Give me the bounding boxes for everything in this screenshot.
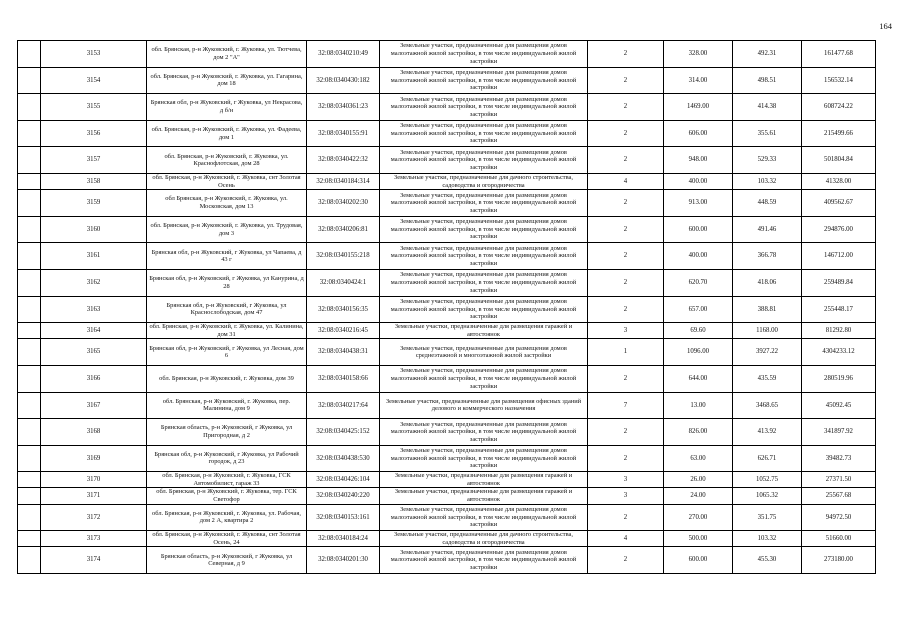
row-number-cell: 3173 — [41, 531, 147, 547]
specific-value-cell: 492.31 — [733, 41, 802, 68]
address-cell: обл. Брянская, р-н Жуковский, г. Жуковка, ГСК Автомобилист, гараж 33 — [147, 472, 307, 488]
row-number-cell: 3159 — [41, 190, 147, 217]
land-use-cell: Земельные участки, предназначенные для размещения домов малоэтажной жилой застройки, в том числе индивидуальной жилой застройки — [380, 120, 588, 147]
land-use-cell: Земельные участки, предназначенные для размещения гаражей и автостоянок — [380, 323, 588, 339]
specific-value-cell: 1052.75 — [733, 472, 802, 488]
table-row — [18, 547, 876, 574]
spacer-cell — [18, 323, 41, 339]
specific-value-cell: 529.33 — [733, 147, 802, 174]
cadastral-number-cell: 32:08:0340361:23 — [307, 94, 380, 121]
specific-value-cell: 414.38 — [733, 94, 802, 121]
address-cell: обл. Брянская, р-н Жуковский, г. Жуковка, снт Золотая Осень, 24 — [147, 531, 307, 547]
address-cell: обл. Брянская, р-н Жуковский, г. Жуковка, ул. Рабочая, дом 2 А, квартира 2 — [147, 504, 307, 531]
spacer-cell — [18, 547, 41, 574]
table-row — [18, 94, 876, 121]
cadastral-number-cell: 32:08:0340184:314 — [307, 173, 380, 189]
cadastral-value-cell: 81292.80 — [802, 323, 876, 339]
specific-value-cell: 3468.65 — [733, 392, 802, 419]
specific-value-cell: 1168.00 — [733, 323, 802, 339]
address-cell: обл. Брянская, р-н Жуковский, г. Жуковка, ул. Краснофлотская, дом 28 — [147, 147, 307, 174]
cadastral-value-cell: 215499.66 — [802, 120, 876, 147]
land-use-cell: Земельные участки, предназначенные для размещения домов малоэтажной жилой застройки, в том числе индивидуальной жилой застройки — [380, 94, 588, 121]
group-cell: 4 — [588, 173, 664, 189]
specific-value-cell: 351.75 — [733, 504, 802, 531]
address-cell: обл. Брянская, р-н Жуковский, г. Жуковка, ул. Фадеева, дом 1 — [147, 120, 307, 147]
land-use-cell: Земельные участки, предназначенные для размещения домов малоэтажной жилой застройки, в том числе индивидуальной жилой застройки — [380, 41, 588, 68]
area-cell: 26.00 — [664, 472, 733, 488]
group-cell: 2 — [588, 216, 664, 243]
row-number-cell: 3167 — [41, 392, 147, 419]
area-cell: 620.70 — [664, 269, 733, 296]
cadastral-value-cell: 27371.50 — [802, 472, 876, 488]
land-use-cell: Земельные участки, предназначенные для размещения домов малоэтажной жилой застройки, в том числе индивидуальной жилой застройки — [380, 547, 588, 574]
land-use-cell: Земельные участки, предназначенные для размещения домов среднеэтажной и многоэтажной жилой застройки — [380, 339, 588, 366]
row-number-cell: 3170 — [41, 472, 147, 488]
table-row — [18, 296, 876, 323]
land-use-cell: Земельные участки, предназначенные для размещения гаражей и автостоянок — [380, 472, 588, 488]
cadastral-value-cell: 280519.96 — [802, 365, 876, 392]
spacer-cell — [18, 365, 41, 392]
cadastral-value-cell: 4304233.12 — [802, 339, 876, 366]
land-use-cell: Земельные участки, предназначенные для дачного строительства, садоводства и огородничества — [380, 531, 588, 547]
row-number-cell: 3171 — [41, 488, 147, 504]
area-cell: 400.00 — [664, 243, 733, 270]
land-plots-table — [17, 40, 876, 574]
cadastral-number-cell: 32:08:0340156:35 — [307, 296, 380, 323]
address-cell: Брянская обл, р-н Жуковский, г Жуковка, ул Чапаева, д 43 г — [147, 243, 307, 270]
area-cell: 657.00 — [664, 296, 733, 323]
area-cell: 826.00 — [664, 419, 733, 446]
spacer-cell — [18, 41, 41, 68]
group-cell: 3 — [588, 323, 664, 339]
row-number-cell: 3154 — [41, 67, 147, 94]
area-cell: 948.00 — [664, 147, 733, 174]
land-use-cell: Земельные участки, предназначенные для размещения домов малоэтажной жилой застройки, в том числе индивидуальной жилой застройки — [380, 67, 588, 94]
address-cell: Брянская обл, р-н Жуковский, г Жуковка, ул Лесная, дом 6 — [147, 339, 307, 366]
table-row — [18, 504, 876, 531]
specific-value-cell: 103.32 — [733, 531, 802, 547]
cadastral-number-cell: 32:08:0340206:81 — [307, 216, 380, 243]
table-row — [18, 67, 876, 94]
row-number-cell: 3172 — [41, 504, 147, 531]
spacer-cell — [18, 190, 41, 217]
page-number: 164 — [879, 21, 892, 31]
spacer-cell — [18, 120, 41, 147]
cadastral-value-cell: 294876.00 — [802, 216, 876, 243]
cadastral-value-cell: 39482.73 — [802, 445, 876, 472]
land-use-cell: Земельные участки, предназначенные для размещения домов малоэтажной жилой застройки, в том числе индивидуальной жилой застройки — [380, 243, 588, 270]
table-row — [18, 339, 876, 366]
area-cell: 13.00 — [664, 392, 733, 419]
row-number-cell: 3166 — [41, 365, 147, 392]
area-cell: 600.00 — [664, 547, 733, 574]
row-number-cell: 3153 — [41, 41, 147, 68]
cadastral-number-cell: 32:08:0340438:31 — [307, 339, 380, 366]
address-cell: Брянская область, р-н Жуковский, г Жуковка, ул Пригородная, д 2 — [147, 419, 307, 446]
land-use-cell: Земельные участки, предназначенные для размещения домов малоэтажной жилой застройки, в том числе индивидуальной жилой застройки — [380, 445, 588, 472]
land-use-cell: Земельные участки, предназначенные для размещения домов малоэтажной жилой застройки, в том числе индивидуальной жилой застройки — [380, 296, 588, 323]
table-row — [18, 365, 876, 392]
row-number-cell: 3158 — [41, 173, 147, 189]
land-use-cell: Земельные участки, предназначенные для размещения офисных зданий делового и коммерческого назначения — [380, 392, 588, 419]
spacer-cell — [18, 67, 41, 94]
spacer-cell — [18, 269, 41, 296]
cadastral-number-cell: 32:08:0340155:91 — [307, 120, 380, 147]
row-number-cell: 3174 — [41, 547, 147, 574]
cadastral-value-cell: 41328.00 — [802, 173, 876, 189]
land-use-cell: Земельные участки, предназначенные для размещения гаражей и автостоянок — [380, 488, 588, 504]
row-number-cell: 3156 — [41, 120, 147, 147]
land-use-cell: Земельные участки, предназначенные для размещения домов малоэтажной жилой застройки, в том числе индивидуальной жилой застройки — [380, 365, 588, 392]
spacer-cell — [18, 339, 41, 366]
area-cell: 24.00 — [664, 488, 733, 504]
specific-value-cell: 418.06 — [733, 269, 802, 296]
specific-value-cell: 435.59 — [733, 365, 802, 392]
cadastral-value-cell: 146712.00 — [802, 243, 876, 270]
row-number-cell: 3168 — [41, 419, 147, 446]
table-row — [18, 419, 876, 446]
specific-value-cell: 448.59 — [733, 190, 802, 217]
table-row — [18, 269, 876, 296]
row-number-cell: 3162 — [41, 269, 147, 296]
table-row — [18, 243, 876, 270]
group-cell: 2 — [588, 67, 664, 94]
specific-value-cell: 1065.32 — [733, 488, 802, 504]
row-number-cell: 3169 — [41, 445, 147, 472]
cadastral-number-cell: 32:08:0340216:45 — [307, 323, 380, 339]
row-number-cell: 3163 — [41, 296, 147, 323]
specific-value-cell: 413.92 — [733, 419, 802, 446]
group-cell: 2 — [588, 94, 664, 121]
table-body — [18, 41, 876, 574]
address-cell: обл. Брянская, р-н Жуковский, г. Жуковка, дом 39 — [147, 365, 307, 392]
group-cell: 2 — [588, 365, 664, 392]
cadastral-value-cell: 45092.45 — [802, 392, 876, 419]
area-cell: 600.00 — [664, 216, 733, 243]
cadastral-number-cell: 32:08:0340153:161 — [307, 504, 380, 531]
specific-value-cell: 626.71 — [733, 445, 802, 472]
cadastral-number-cell: 32:08:0340210:49 — [307, 41, 380, 68]
area-cell: 328.00 — [664, 41, 733, 68]
table-row — [18, 190, 876, 217]
group-cell: 2 — [588, 147, 664, 174]
cadastral-value-cell: 94972.50 — [802, 504, 876, 531]
spacer-cell — [18, 392, 41, 419]
area-cell: 314.00 — [664, 67, 733, 94]
spacer-cell — [18, 147, 41, 174]
specific-value-cell: 388.81 — [733, 296, 802, 323]
spacer-cell — [18, 488, 41, 504]
group-cell: 2 — [588, 190, 664, 217]
area-cell: 69.60 — [664, 323, 733, 339]
area-cell: 644.00 — [664, 365, 733, 392]
group-cell: 7 — [588, 392, 664, 419]
row-number-cell: 3165 — [41, 339, 147, 366]
address-cell: обл. Брянская, р-н Жуковский, г. Жуковка, ул. Калинина, дом 31 — [147, 323, 307, 339]
spacer-cell — [18, 94, 41, 121]
row-number-cell: 3157 — [41, 147, 147, 174]
specific-value-cell: 498.51 — [733, 67, 802, 94]
address-cell: обл. Брянская, р-н Жуковский, г. Жуковка, ул. Гагарина, дом 18 — [147, 67, 307, 94]
address-cell: обл. Брянская, р-н Жуковский, г. Жуковка, ул. Тютчева, дом 2 "А" — [147, 41, 307, 68]
cadastral-number-cell: 32:08:0340184:24 — [307, 531, 380, 547]
cadastral-number-cell: 32:08:0340240:220 — [307, 488, 380, 504]
address-cell: Брянская обл, р-н Жуковский, г Жуковка, ул Рабочий городок, д 23 — [147, 445, 307, 472]
group-cell: 2 — [588, 504, 664, 531]
land-use-cell: Земельные участки, предназначенные для размещения домов малоэтажной жилой застройки, в том числе индивидуальной жилой застройки — [380, 269, 588, 296]
group-cell: 2 — [588, 445, 664, 472]
spacer-cell — [18, 243, 41, 270]
spacer-cell — [18, 504, 41, 531]
address-cell: Брянская область, р-н Жуковский, г Жуковка, ул Северная, д 9 — [147, 547, 307, 574]
address-cell: обл. Брянская, р-н Жуковский, г. Жуковка, ул. Трудовая, дом 3 — [147, 216, 307, 243]
table-row — [18, 120, 876, 147]
cadastral-value-cell: 273180.00 — [802, 547, 876, 574]
table-row — [18, 41, 876, 68]
cadastral-number-cell: 32:08:0340202:30 — [307, 190, 380, 217]
cadastral-value-cell: 409562.67 — [802, 190, 876, 217]
specific-value-cell: 3927.22 — [733, 339, 802, 366]
land-use-cell: Земельные участки, предназначенные для дачного строительства, садоводства и огородничества — [380, 173, 588, 189]
spacer-cell — [18, 216, 41, 243]
address-cell: обл. Брянская, р-н Жуковский, г. Жуковка, снт Золотая Осень — [147, 173, 307, 189]
group-cell: 2 — [588, 269, 664, 296]
address-cell: обл. Брянская, р-н Жуковский, г. Жуковка, тер. ГСК Светофор — [147, 488, 307, 504]
cadastral-number-cell: 32:08:0340424:1 — [307, 269, 380, 296]
spacer-cell — [18, 173, 41, 189]
address-cell: обл Брянская, р-н Жуковский, г. Жуковка, ул. Московская, дом 13 — [147, 190, 307, 217]
row-number-cell: 3161 — [41, 243, 147, 270]
cadastral-number-cell: 32:08:0340158:66 — [307, 365, 380, 392]
cadastral-value-cell: 51660.00 — [802, 531, 876, 547]
area-cell: 500.00 — [664, 531, 733, 547]
spacer-cell — [18, 419, 41, 446]
group-cell: 2 — [588, 243, 664, 270]
address-cell: Брянская обл, р-н Жуковский, г Жуковка, ул Краснослободская, дом 47 — [147, 296, 307, 323]
specific-value-cell: 355.61 — [733, 120, 802, 147]
cadastral-number-cell: 32:08:0340425:152 — [307, 419, 380, 446]
spacer-cell — [18, 531, 41, 547]
group-cell: 1 — [588, 339, 664, 366]
land-use-cell: Земельные участки, предназначенные для размещения домов малоэтажной жилой застройки, в том числе индивидуальной жилой застройки — [380, 419, 588, 446]
row-number-cell: 3155 — [41, 94, 147, 121]
address-cell: Брянская обл, р-н Жуковский, г Жуковка, ул Канурина, д 28 — [147, 269, 307, 296]
cadastral-value-cell: 255448.17 — [802, 296, 876, 323]
specific-value-cell: 366.78 — [733, 243, 802, 270]
area-cell: 1469.00 — [664, 94, 733, 121]
table-row — [18, 445, 876, 472]
land-use-cell: Земельные участки, предназначенные для размещения домов малоэтажной жилой застройки, в том числе индивидуальной жилой застройки — [380, 147, 588, 174]
cadastral-value-cell: 608724.22 — [802, 94, 876, 121]
land-use-cell: Земельные участки, предназначенные для размещения домов малоэтажной жилой застройки, в том числе индивидуальной жилой застройки — [380, 190, 588, 217]
spacer-cell — [18, 296, 41, 323]
table-row — [18, 216, 876, 243]
group-cell: 2 — [588, 419, 664, 446]
address-cell: Брянская обл, р-н Жуковский, г Жуковка, ул Некрасова, д б/н — [147, 94, 307, 121]
land-use-cell: Земельные участки, предназначенные для размещения домов малоэтажной жилой застройки, в том числе индивидуальной жилой застройки — [380, 216, 588, 243]
cadastral-number-cell: 32:08:0340155:218 — [307, 243, 380, 270]
specific-value-cell: 103.32 — [733, 173, 802, 189]
area-cell: 270.00 — [664, 504, 733, 531]
cadastral-value-cell: 259489.84 — [802, 269, 876, 296]
cadastral-value-cell: 161477.68 — [802, 41, 876, 68]
area-cell: 63.00 — [664, 445, 733, 472]
row-number-cell: 3160 — [41, 216, 147, 243]
group-cell: 3 — [588, 472, 664, 488]
cadastral-number-cell: 32:08:0340430:182 — [307, 67, 380, 94]
area-cell: 1096.00 — [664, 339, 733, 366]
cadastral-value-cell: 501804.84 — [802, 147, 876, 174]
area-cell: 606.00 — [664, 120, 733, 147]
area-cell: 913.00 — [664, 190, 733, 217]
cadastral-number-cell: 32:08:0340438:530 — [307, 445, 380, 472]
cadastral-value-cell: 341897.92 — [802, 419, 876, 446]
group-cell: 2 — [588, 120, 664, 147]
table-row — [18, 147, 876, 174]
cadastral-number-cell: 32:08:0340201:30 — [307, 547, 380, 574]
spacer-cell — [18, 445, 41, 472]
group-cell: 2 — [588, 296, 664, 323]
table-row — [18, 323, 876, 339]
group-cell: 4 — [588, 531, 664, 547]
row-number-cell: 3164 — [41, 323, 147, 339]
table-row — [18, 472, 876, 488]
address-cell: обл. Брянская, р-н Жуковский, г. Жуковка, пер. Малинина, дом 9 — [147, 392, 307, 419]
specific-value-cell: 491.46 — [733, 216, 802, 243]
group-cell: 2 — [588, 547, 664, 574]
area-cell: 400.00 — [664, 173, 733, 189]
cadastral-value-cell: 156532.14 — [802, 67, 876, 94]
table-row — [18, 173, 876, 189]
group-cell: 3 — [588, 488, 664, 504]
cadastral-number-cell: 32:08:0340422:32 — [307, 147, 380, 174]
cadastral-number-cell: 32:08:0340217:64 — [307, 392, 380, 419]
table-row — [18, 488, 876, 504]
table-row — [18, 392, 876, 419]
specific-value-cell: 455.30 — [733, 547, 802, 574]
cadastral-number-cell: 32:08:0340426:104 — [307, 472, 380, 488]
group-cell: 2 — [588, 41, 664, 68]
cadastral-value-cell: 25567.68 — [802, 488, 876, 504]
spacer-cell — [18, 472, 41, 488]
land-use-cell: Земельные участки, предназначенные для размещения домов малоэтажной жилой застройки, в том числе индивидуальной жилой застройки — [380, 504, 588, 531]
table-row — [18, 531, 876, 547]
